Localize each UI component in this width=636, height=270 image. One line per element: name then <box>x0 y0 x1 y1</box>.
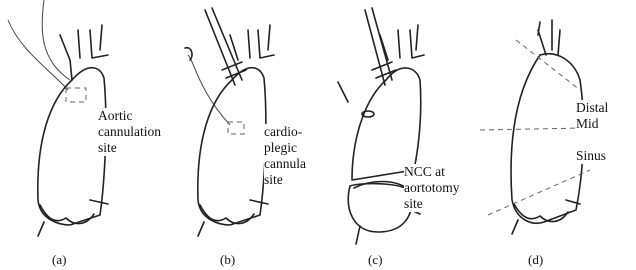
cannula-clamp <box>372 62 396 78</box>
arch-vessels <box>230 25 274 60</box>
panel-c <box>320 0 480 270</box>
panel-b-caption: (b) <box>220 252 236 267</box>
aortic-root <box>200 205 254 224</box>
panel-d-caption: (d) <box>528 252 544 267</box>
panel-c-caption: (c) <box>368 252 383 267</box>
cardioplegia-tip <box>185 48 192 60</box>
cardioplegia-stub <box>338 82 348 102</box>
aortic-root <box>40 205 94 224</box>
aorta-outline <box>511 54 583 223</box>
cardioplegic-site-marker <box>228 122 244 134</box>
cannula-line <box>8 20 68 90</box>
cannulation-site-marker <box>66 88 86 102</box>
panel-d <box>480 0 636 270</box>
panel-a <box>0 0 160 270</box>
cannula-line <box>42 0 70 80</box>
arch-vessels <box>538 20 560 55</box>
mid-level-line <box>480 128 584 130</box>
sinus-level-line <box>488 170 590 215</box>
panel-b-label: cardio- plegic cannula site <box>264 124 306 187</box>
panel-b <box>160 0 320 270</box>
aortotomy-line <box>354 182 410 191</box>
panel-d-label: Distal Mid Sinus <box>576 100 609 163</box>
coronary-ostia <box>512 200 580 234</box>
aorta-drawing-c <box>320 0 480 270</box>
panel-c-label: NCC at aortotomy site <box>404 164 460 211</box>
panel-a-label: Aortic cannulation site <box>98 108 161 155</box>
panel-a-caption: (a) <box>52 252 67 267</box>
arch-vessels <box>380 25 424 60</box>
aortic-root-segment <box>348 184 412 232</box>
aorta-drawing-d <box>480 0 636 270</box>
